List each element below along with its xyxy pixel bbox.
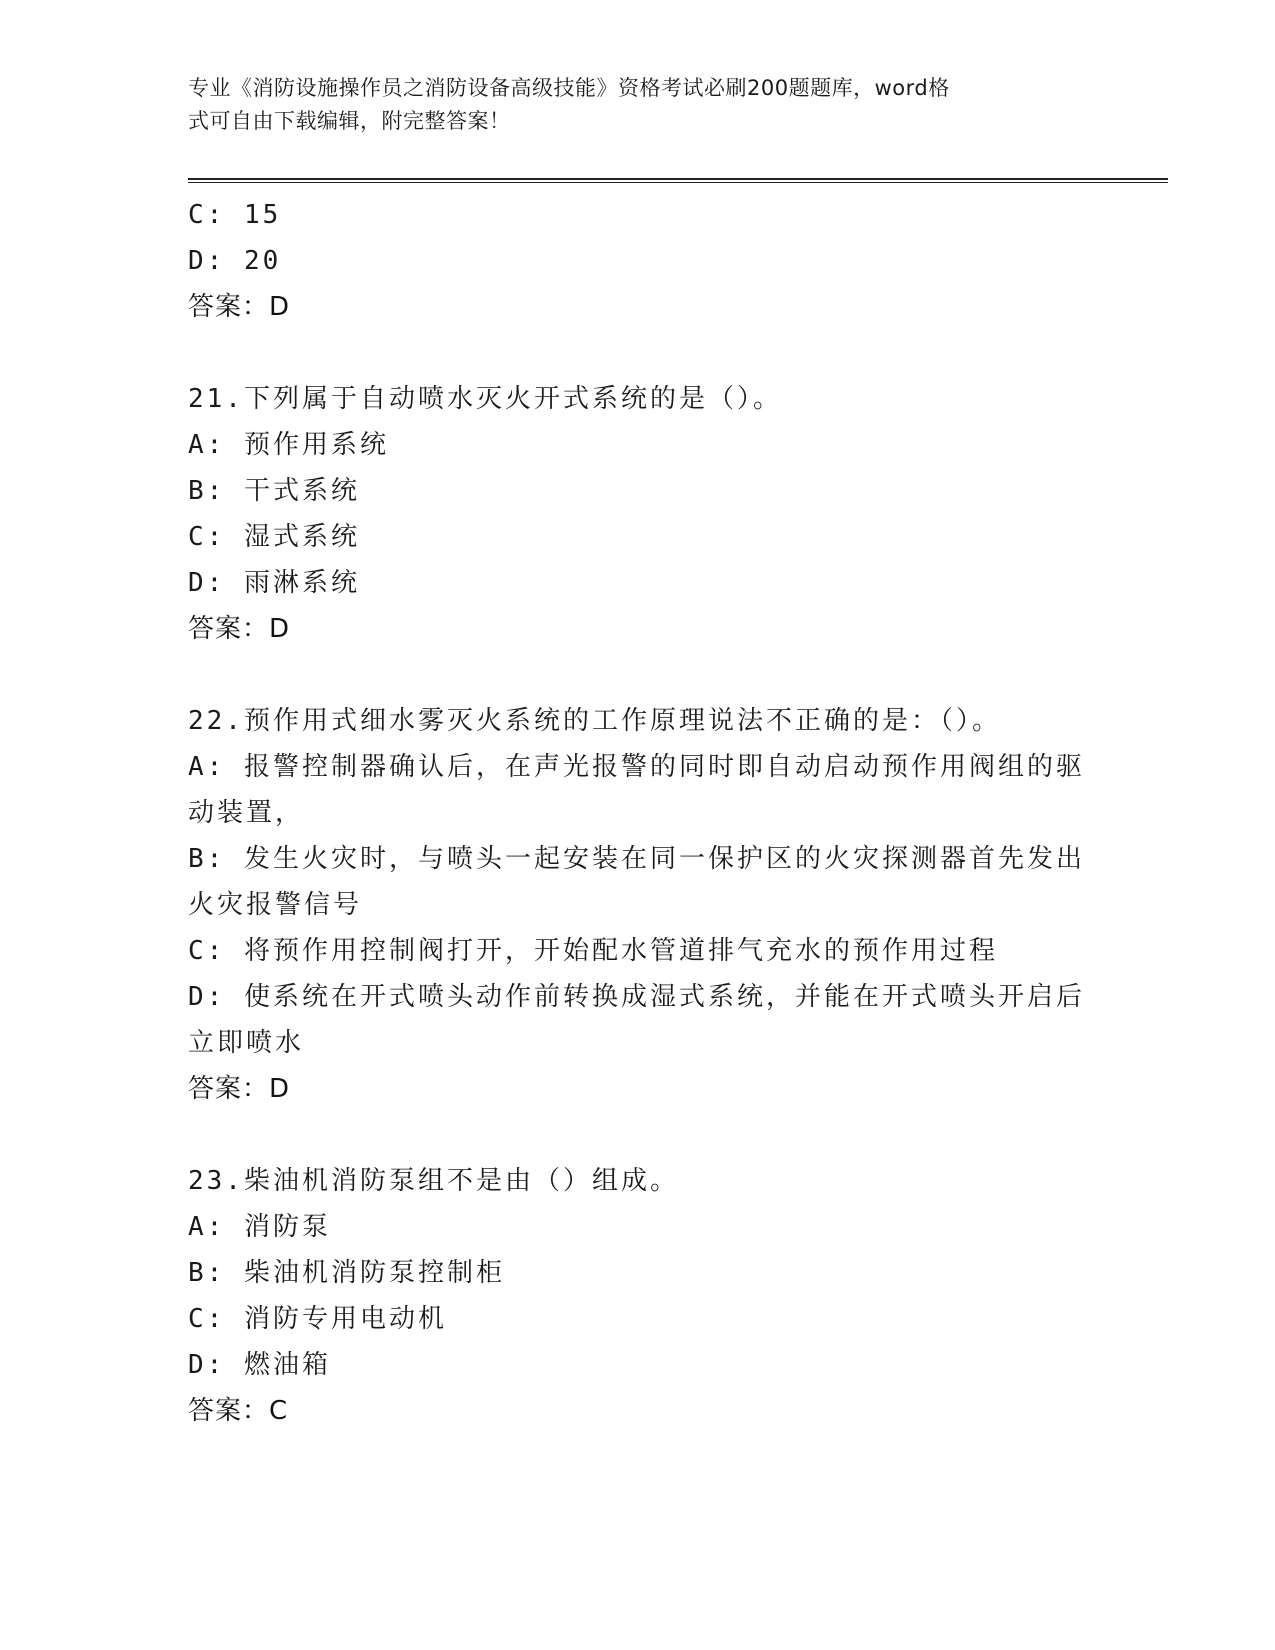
previous-question-tail xyxy=(188,192,1088,330)
spacer xyxy=(188,652,1088,698)
answer: 答案：D xyxy=(188,292,291,322)
answer: 答案：D xyxy=(188,1074,291,1104)
option-d: D: 使系统在开式喷头动作前转换成湿式系统，并能在开式喷头开启后立即喷水 xyxy=(188,982,1085,1058)
option-a: A: 预作用系统 xyxy=(188,430,389,460)
option-a: A: 消防泵 xyxy=(188,1212,331,1242)
option-c: C: 将预作用控制阀打开，开始配水管道排气充水的预作用过程 xyxy=(188,936,998,966)
page-header xyxy=(188,72,1088,138)
option-b: B: 干式系统 xyxy=(188,476,360,506)
header-line-1: 专业《消防设施操作员之消防设备高级技能》资格考试必刷200题题库，word格 xyxy=(188,76,950,100)
document-body xyxy=(188,192,1088,1434)
answer: 答案：C xyxy=(188,1396,289,1426)
question-stem: 23.柴油机消防泵组不是由（）组成。 xyxy=(188,1166,679,1196)
option-b: B: 柴油机消防泵控制柜 xyxy=(188,1258,505,1288)
header-line-2: 式可自由下载编辑，附完整答案！ xyxy=(188,109,511,133)
option-c: C: 湿式系统 xyxy=(188,522,360,552)
option-b: B: 发生火灾时，与喷头一起安装在同一保护区的火灾探测器首先发出火灾报警信号 xyxy=(188,844,1085,920)
option-d: D: 20 xyxy=(188,246,282,276)
option-d: D: 燃油箱 xyxy=(188,1350,331,1380)
spacer xyxy=(188,330,1088,376)
answer: 答案：D xyxy=(188,614,291,644)
question-stem: 21.下列属于自动喷水灭火开式系统的是（）。 xyxy=(188,384,782,414)
spacer xyxy=(188,1112,1088,1158)
question-stem: 22.预作用式细水雾灭火系统的工作原理说法不正确的是：（）。 xyxy=(188,706,1001,736)
question-23 xyxy=(188,1158,1088,1434)
question-22 xyxy=(188,698,1088,1112)
option-c: C: 15 xyxy=(188,200,282,230)
option-d: D: 雨淋系统 xyxy=(188,568,360,598)
option-a: A: 报警控制器确认后，在声光报警的同时即自动启动预作用阀组的驱动装置， xyxy=(188,752,1085,828)
option-c: C: 消防专用电动机 xyxy=(188,1304,447,1334)
header-divider xyxy=(188,178,1168,183)
question-21 xyxy=(188,376,1088,652)
